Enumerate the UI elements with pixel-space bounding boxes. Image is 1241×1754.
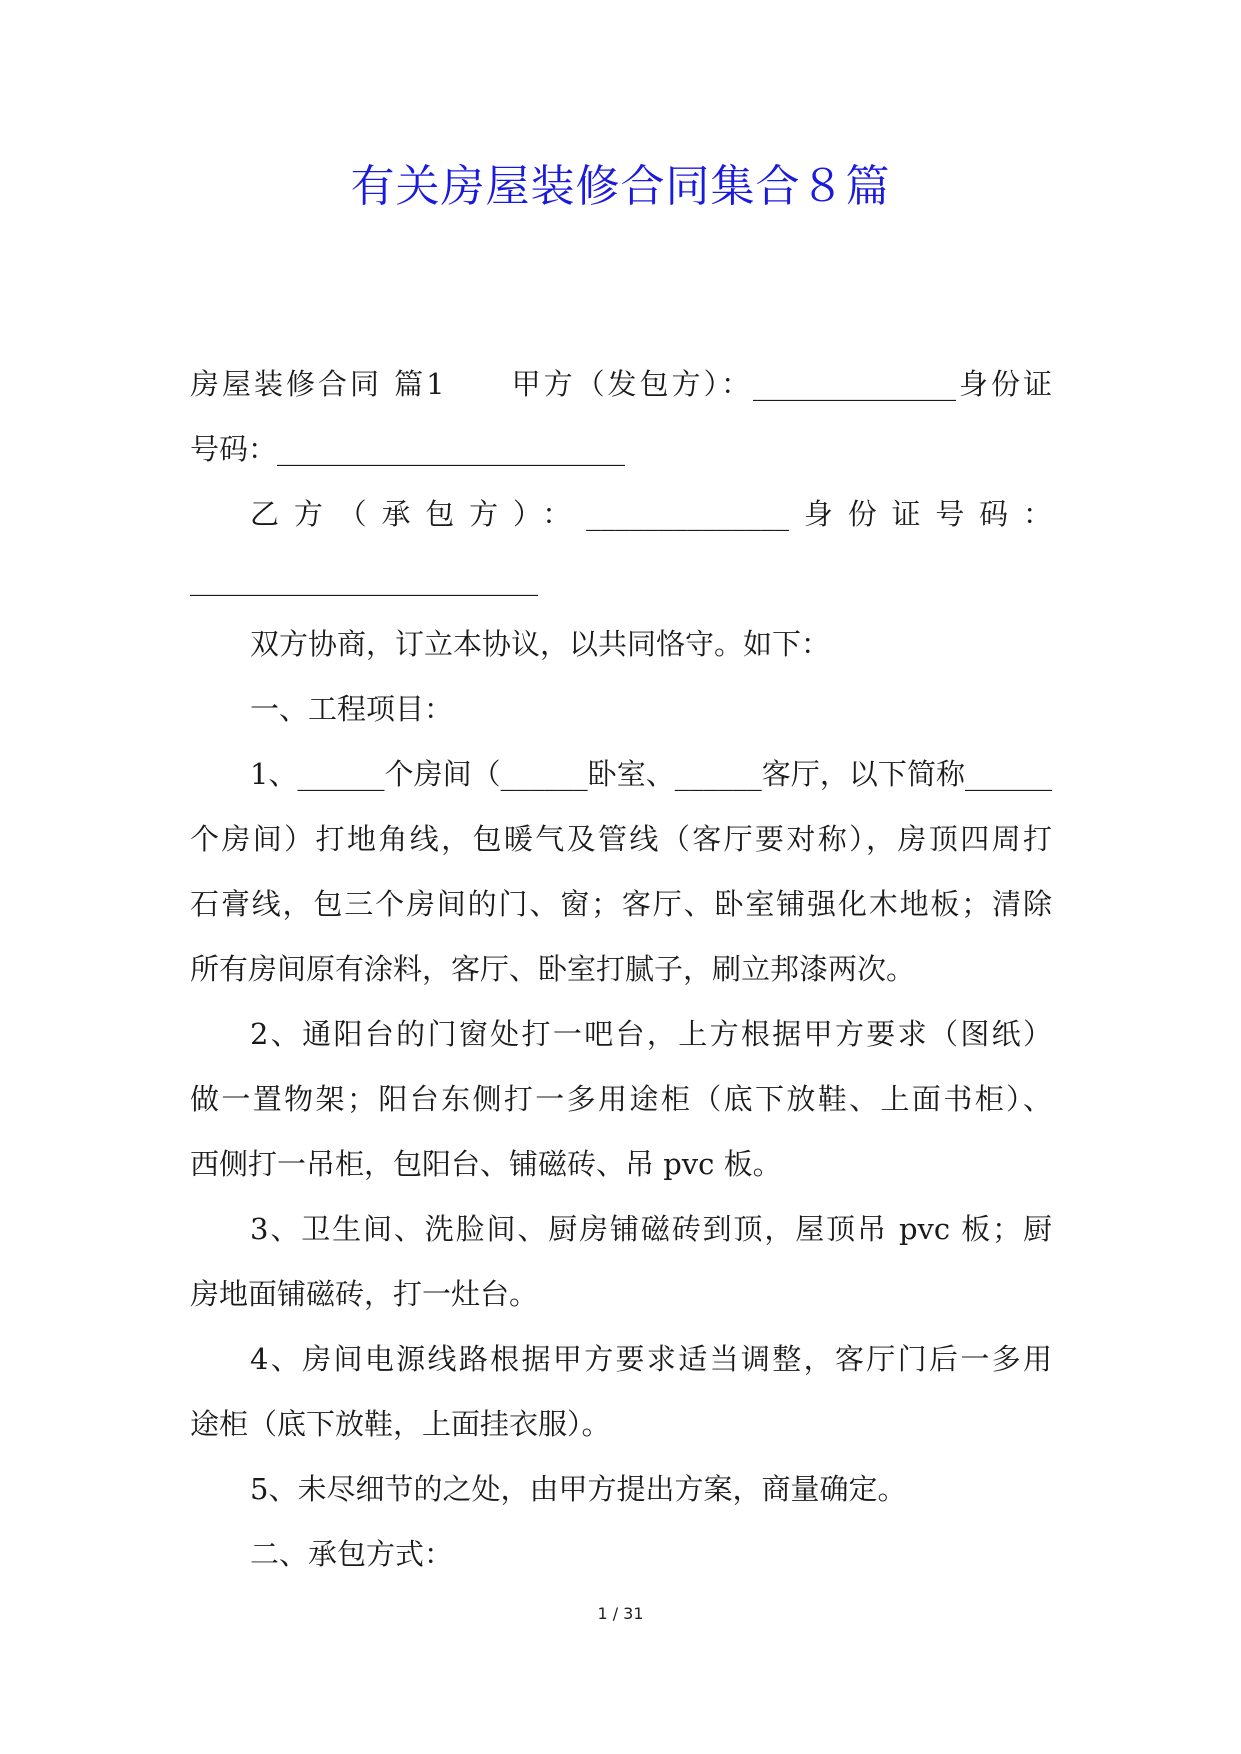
item-3-line-1: 3、卫生间、洗脸间、厨房铺磁砖到顶，屋顶吊 pvc 板；厨 [250,1212,1052,1246]
item-4-line-2: 途柜（底下放鞋，上面挂衣服）。 [190,1407,611,1441]
item-2-line-2: 做一置物架；阳台东侧打一多用途柜（底下放鞋、上面书柜）、 [190,1082,1052,1116]
item-1-line-1: 1、______个房间（______卧室、______客厅，以下简称______ [250,757,1052,791]
item-4-line-1: 4、房间电源线路根据甲方要求适当调整，客厅门后一多用 [250,1342,1052,1376]
item-1-line-4: 所有房间原有涂料，客厅、卧室打腻子，刷立邦漆两次。 [190,952,916,986]
item-1-line-3: 石膏线，包三个房间的门、窗；客厅、卧室铺强化木地板；清除 [190,887,1052,921]
item-2-line-3: 西侧打一吊柜，包阳台、铺磁砖、吊 pvc 板。 [190,1147,782,1181]
item-5: 5、未尽细节的之处，由甲方提出方案，商量确定。 [250,1472,907,1506]
item-2-line-1: 2、通阳台的门窗处打一吧台，上方根据甲方要求（图纸） [250,1017,1052,1051]
paragraph-party-a: 房屋装修合同 篇1 甲方（发包方）：______________身份证 [190,367,1052,401]
item-1-line-2: 个房间）打地角线，包暖气及管线（客厅要对称），房顶四周打 [190,822,1052,856]
page-number: 1 / 31 [597,1604,644,1623]
paragraph-party-b-id: ________________________ [190,562,538,596]
item-3-line-2: 房地面铺磁砖，打一灶台。 [190,1277,539,1311]
paragraph-agreement: 双方协商，订立本协议，以共同恪守。如下： [250,627,831,661]
document-body [190,352,1052,1587]
document-title: 有关房屋装修合同集合８篇 [350,161,891,212]
paragraph-party-b: 乙方（承包方）：______________身份证号码： [250,497,1052,531]
section-heading-contract-method: 二、承包方式： [250,1537,454,1571]
paragraph-party-a-id: 号码：________________________ [190,432,626,466]
section-heading-project: 一、工程项目： [250,692,454,726]
